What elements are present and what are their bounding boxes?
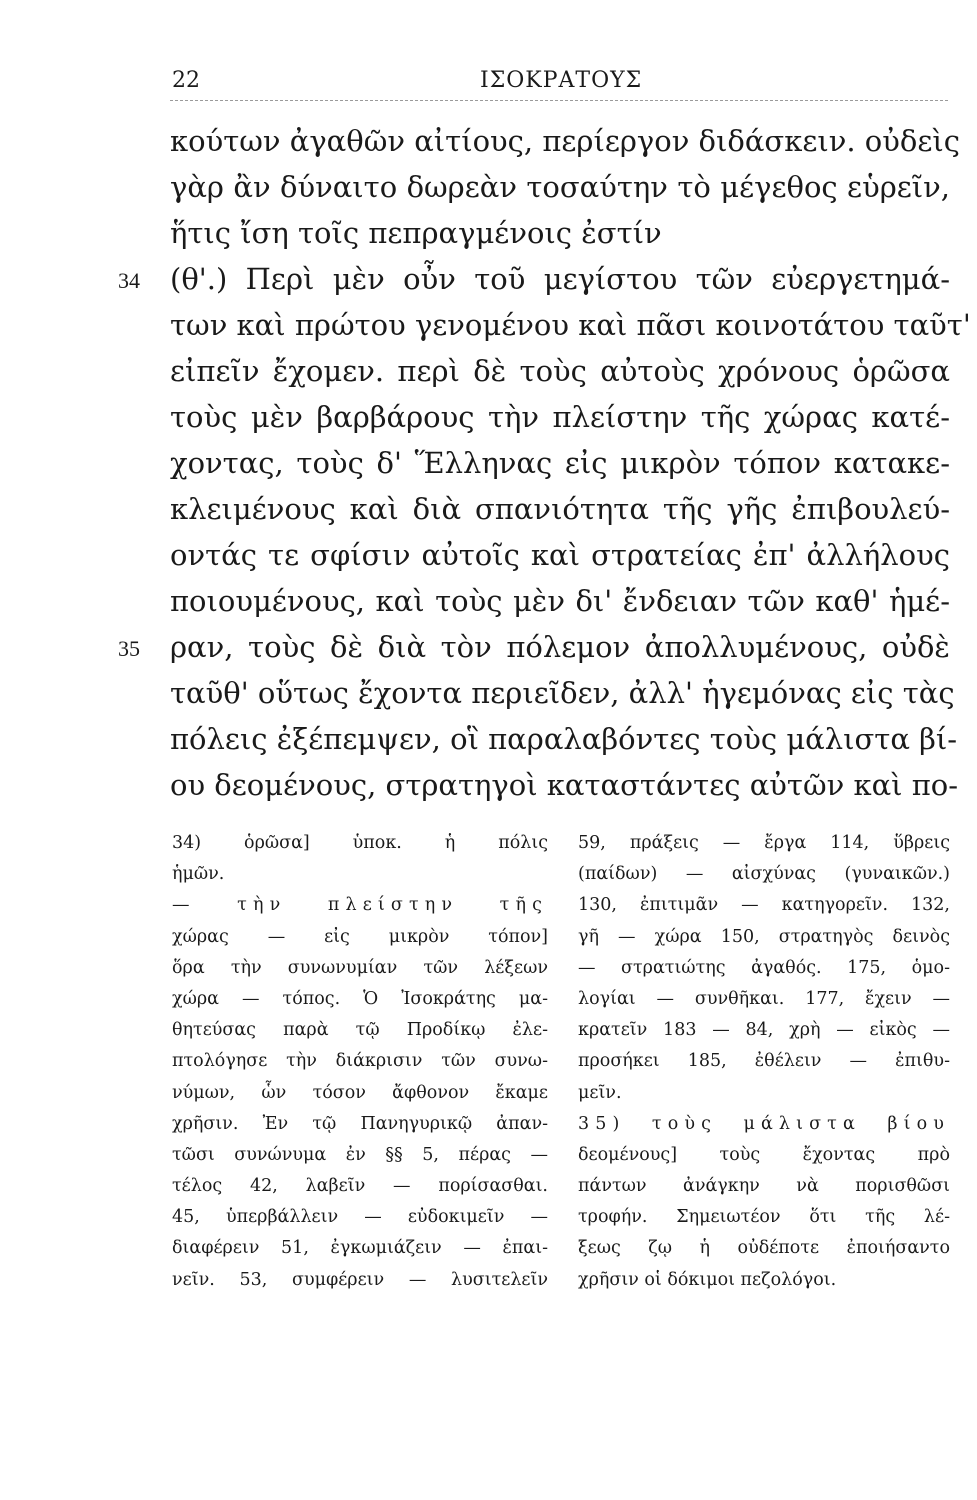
text-line: ταῦθ' οὕτως ἔχοντα περιεῖδεν, ἀλλ' ἡγεμόνας εἰς τὰς (170, 676, 955, 710)
text-line: οντάς τε σφίσιν αὐτοῖς καὶ στρατείας ἐπ' ἀλλήλους (170, 538, 950, 572)
text-line: ου δεομένους, στρατηγοὶ καταστάντες αὐτῶν καὶ πο- (170, 768, 959, 802)
header-rule (170, 100, 948, 101)
footnote-line: τέλος 42, λαβεῖν — πορίσασθαι. (172, 1176, 548, 1197)
footnote-line: θητεύσας παρὰ τῷ Προδίκῳ ἐλε- (172, 1020, 548, 1041)
footnote-line: (παίδων) — αἰσχύνας (γυναικῶν.) (578, 864, 950, 885)
text-line: γὰρ ἂν δύναιτο δωρεὰν τοσαύτην τὸ μέγεθος εὑρεῖν, (170, 170, 950, 204)
text-line: κούτων ἀγαθῶν αἰτίους, περίεργον διδάσκειν. οὐδεὶς (170, 124, 960, 158)
footnote-line: πάντων ἀνάγκην νὰ πορισθῶσι (578, 1176, 950, 1197)
footnote-line: 34) ὁρῶσα] ὑποκ. ἡ πόλις (172, 833, 548, 853)
footnote-line: πτολόγησε τὴν διάκρισιν τῶν συνω- (172, 1051, 548, 1072)
footnote-line: 35) τοὺς μάλιστα βίου (578, 1113, 950, 1134)
running-title: ΙΣΟΚΡΑΤΟΥΣ (480, 68, 643, 93)
footnote-line: διαφέρειν 51, ἐγκωμιάζειν — ἐπαι- (172, 1238, 548, 1259)
page-header (170, 62, 950, 102)
footnote-line: λογίαι — συνθῆκαι. 177, ἔχειν — (578, 988, 950, 1009)
text-line: ραν, τοὺς δὲ διὰ τὸν πόλεμον ἀπολλυμένους, οὐδὲ (170, 630, 950, 664)
text-line: εἰπεῖν ἔχομεν. περὶ δὲ τοὺς αὐτοὺς χρόνους ὁρῶσα (170, 354, 950, 388)
text-line: ἥτις ἴση τοῖς πεπραγμένοις ἐστίν (170, 216, 662, 250)
footnote-line: 59, πράξεις — ἔργα 114, ὕβρεις (578, 833, 950, 853)
footnote-line: χρῆσιν οἱ δόκιμοι πεζολόγοι. (578, 1269, 837, 1290)
footnote-line: χώρας — εἰς μικρὸν τόπον] (172, 926, 548, 947)
text-line: τοὺς μὲν βαρβάρους τὴν πλείστην τῆς χώρας κατέ- (170, 400, 950, 434)
footnote-line: ξεως ζῳ ἡ οὐδέποτε ἐποιήσαντο (578, 1238, 950, 1259)
footnote-line: μεῖν. (578, 1082, 622, 1103)
footnote-line: τῶσι συνώνυμα ἐν §§ 5, πέρας — (172, 1144, 548, 1165)
section-number: 35 (118, 636, 140, 661)
main-text (118, 118, 971, 808)
footnote-line: χώρα — τόπος. Ὁ Ἰσοκράτης μα- (172, 988, 548, 1009)
footnote-line: 45, ὑπερβάλλειν — εὐδοκιμεῖν — (172, 1207, 548, 1228)
footnote-line: 130, ἐπιτιμᾶν — κατηγορεῖν. 132, (578, 895, 950, 916)
text-line: ποιουμένους, καὶ τοὺς μὲν δι' ἔνδειαν τῶν καθ' ἡμέ- (170, 584, 950, 618)
text-line: των καὶ πρώτου γενομένου καὶ πᾶσι κοινοτάτου ταῦτ' (170, 308, 971, 342)
footnote-line: νεῖν. 53, συμφέρειν — λυσιτελεῖν (172, 1269, 548, 1290)
footnote-line: δεομένους] τοὺς ἔχοντας πρὸ (578, 1144, 950, 1165)
footnotes-left-column (172, 828, 548, 1296)
footnote-line: — τὴν πλείστην τῆς (172, 895, 548, 916)
footnote-line: προσήκει 185, ἐθέλειν — ἐπιθυ- (578, 1051, 950, 1072)
footnotes-right-column (578, 828, 950, 1296)
text-line: κλειμένους καὶ διὰ σπανιότητα τῆς γῆς ἐπιβουλεύ- (170, 492, 950, 526)
footnote-line: χρῆσιν. Ἐν τῷ Πανηγυρικῷ ἀπαν- (172, 1113, 548, 1134)
footnote-line: ὅρα τὴν συνωνυμίαν τῶν λέξεων (172, 957, 548, 978)
footnote-line: νύμων, ὧν τόσον ἄφθονον ἔκαμε (172, 1082, 548, 1103)
footnote-line: ἡμῶν. (172, 864, 225, 885)
section-number: 34 (118, 268, 140, 293)
footnote-line: — στρατιώτης ἀγαθός. 175, ὁμο- (578, 957, 950, 978)
page-number: 22 (172, 68, 200, 93)
text-line: (θ'.) Περὶ μὲν οὖν τοῦ μεγίστου τῶν εὐεργετημά- (170, 262, 950, 296)
footnote-line: τροφήν. Σημειωτέον ὅτι τῆς λέ- (578, 1207, 950, 1228)
text-line: πόλεις ἐξέπεμψεν, οἳ παραλαβόντες τοὺς μάλιστα βί- (170, 722, 958, 756)
footnote-line: γῆ — χώρα 150, στρατηγὸς δεινὸς (578, 926, 950, 947)
text-line: χοντας, τοὺς δ' Ἕλληνας εἰς μικρὸν τόπον κατακε- (170, 446, 950, 480)
footnote-line: κρατεῖν 183 — 84, χρὴ — εἰκὸς — (578, 1020, 950, 1041)
